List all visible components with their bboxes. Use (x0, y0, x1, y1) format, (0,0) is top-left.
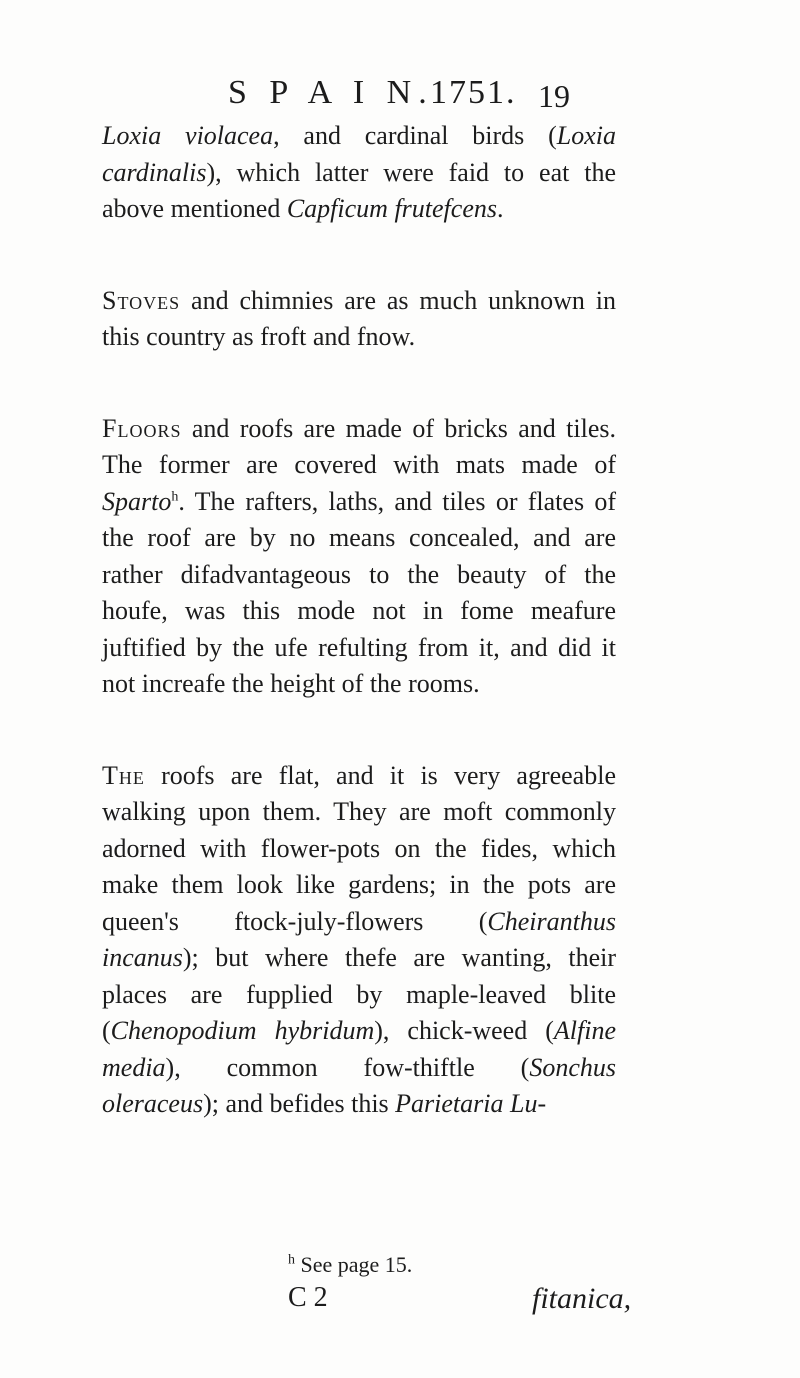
italic-text: Cheiranthus incanus (102, 906, 616, 972)
paragraph-lead-word: The (102, 760, 145, 790)
text-run: ), which latter were faid to eat the above mentioned (102, 157, 616, 223)
paragraph-lead-word: Floors (102, 413, 182, 443)
text-run: . The rafters, laths, and tiles or flates of the roof are by no means concealed, and are rather difadvantageous to the beauty of the houfe, was this mode not in fome meafure juftified by the ufe refulting from it, and did it not increafe the height of the rooms. (102, 486, 616, 698)
catchword: fitanica, (532, 1282, 632, 1315)
text-run: roofs are flat, and it is very agreeable walking upon them. They are moft commonly adorned with flower-pots on the fides, which make them look like gardens; in the pots are queen's ftock-july-flowers ( (102, 760, 616, 936)
italic-text: Alfine media (102, 1016, 616, 1082)
text-run: . (496, 194, 504, 223)
paragraph (102, 283, 616, 356)
text-run: ); and befides this (203, 1089, 396, 1118)
signature-mark: C 2 (288, 1282, 328, 1313)
italic-text: Parietaria Lu- (395, 1089, 547, 1118)
text-run: ), common fow-thiftle ( (165, 1052, 530, 1082)
italic-text: Loxia cardinalis (102, 121, 616, 187)
footnote-ref: h (171, 488, 179, 504)
text-run: , and cardinal birds ( (273, 121, 557, 150)
paragraph (102, 411, 616, 703)
footnote (288, 1252, 412, 1278)
header-year: 1751. (430, 74, 517, 111)
text-run: and roofs are made of bricks and tiles. The former are covered with mats made of (102, 413, 616, 479)
paragraph-lead-word: Stoves (102, 285, 181, 315)
page-number: 19 (538, 78, 570, 114)
italic-text: Capficum frutefcens (286, 194, 497, 223)
italic-text: Sparto (102, 486, 172, 516)
text-run: ); but where thefe are wanting, their places are fupplied by maple-leaved blite ( (102, 943, 616, 1045)
italic-text: Sonchus oleraceus (102, 1052, 616, 1118)
paragraph (102, 118, 616, 228)
body-text (102, 118, 616, 1123)
italic-text: Chenopodium hybridum (110, 1016, 375, 1045)
running-title: S P A I N. (228, 74, 434, 111)
italic-text: Loxia violacea (102, 121, 274, 150)
footnote-text: See page 15. (300, 1252, 413, 1277)
paragraph (102, 758, 616, 1123)
page-header (0, 68, 800, 118)
footnote-marker: h (288, 1252, 295, 1268)
text-run: and chimnies are as much unknown in this country as froft and fnow. (102, 285, 616, 351)
text-run: ), chick-weed ( (374, 1016, 554, 1045)
